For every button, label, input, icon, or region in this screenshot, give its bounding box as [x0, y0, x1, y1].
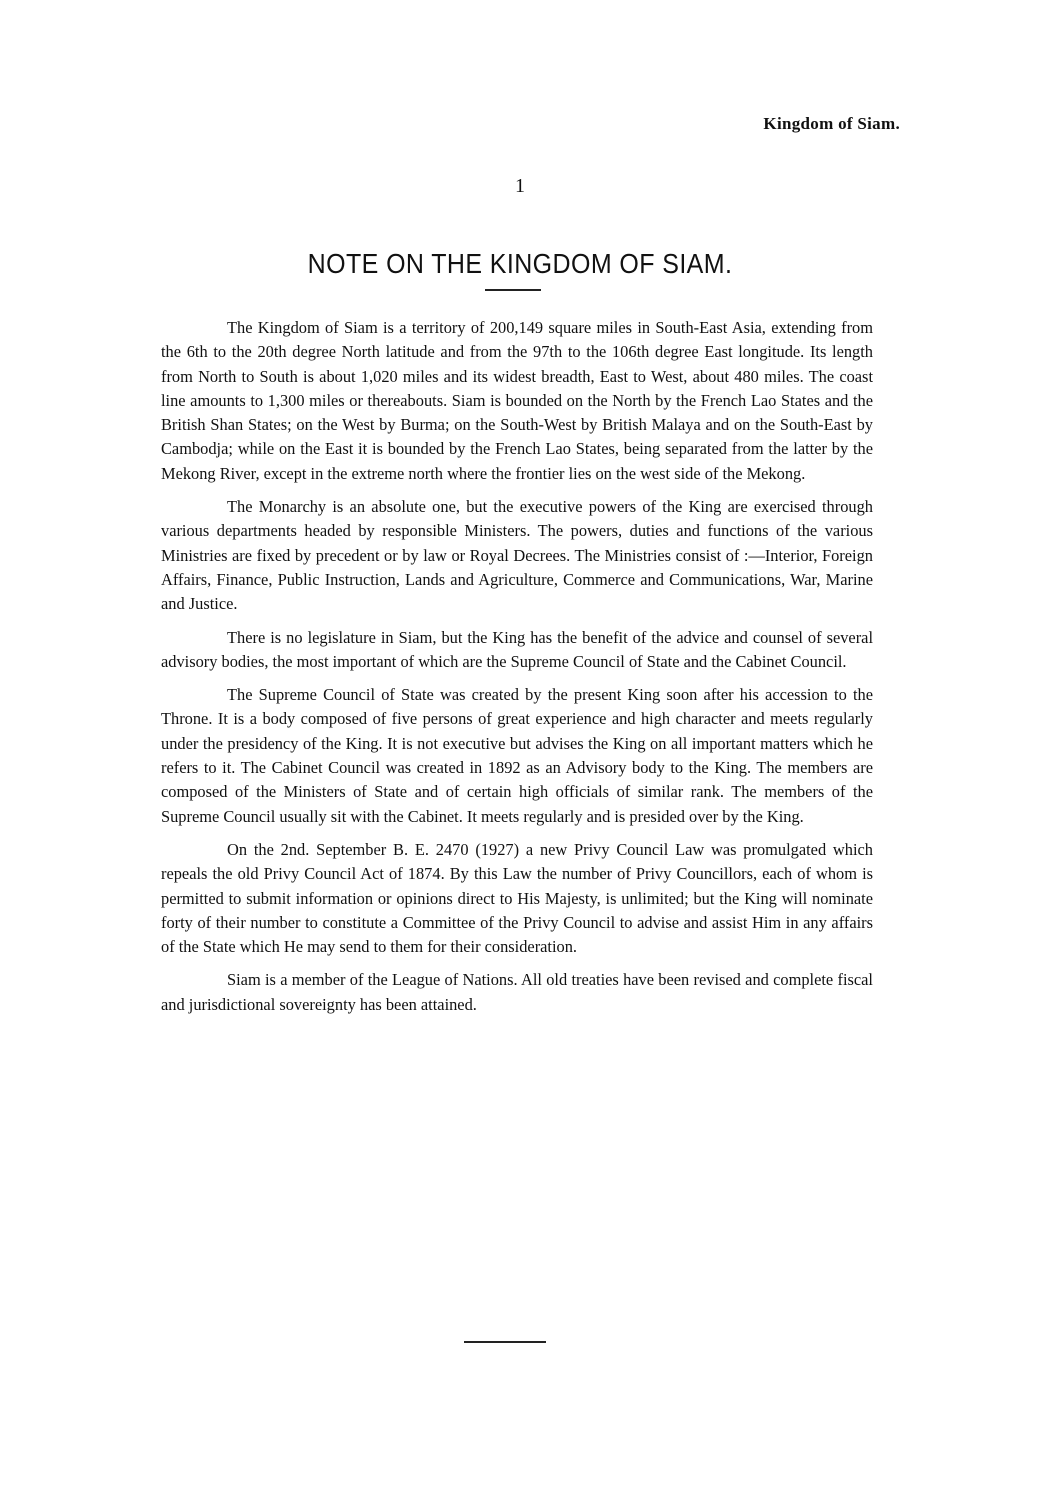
- paragraph-legislature: There is no legislature in Siam, but the King has the benefit of the advice and counsel of several advisory bodies, the most important of which are the Supreme Council of State and the Cabinet Council.: [161, 627, 873, 671]
- page-title: NOTE ON THE KINGDOM OF SIAM.: [307, 248, 733, 280]
- paragraph-geography: The Kingdom of Siam is a territory of 200,149 square miles in South-East Asia, extending from the 6th to the 20th degree North latitude and from the 97th to the 106th degree East longitude. Its length from North to South is about 1,020 miles and its widest breadth, East to West, about 480 miles. The coast line amounts to 1,300 miles or thereabouts. Siam is bounded on the North by the French Lao States and the British Shan States; on the West by Burma; on the South-West by British Malaya and on the South-East by Cambodja; while on the East it is bounded by the French Lao States, being separated from the latter by the Mekong River, except in the extreme north where the frontier lies on the west side of the Mekong.: [161, 318, 873, 483]
- paragraph-supreme-council: The Supreme Council of State was created by the present King soon after his accession to the Throne. It is a body composed of five persons of great experience and high character and meets regularly under the presidency of the King. It is not executive but advises the King on all important matters which he refers to it. The Cabinet Council was created in 1892 as an Advisory body to the King. The members are composed of the Ministers of State and of certain high officials of similar rank. The members of the Supreme Council usually sit with the Cabinet. It meets regularly and is presided over by the King.: [161, 685, 873, 826]
- paragraph-monarchy: The Monarchy is an absolute one, but the executive powers of the King are exercised through various departments headed by responsible Ministers. The powers, duties and functions of the various Ministries are fixed by precedent or by law or Royal Decrees. The Ministries consist of :—Interior, Foreign Affairs, Finance, Public Instruction, Lands and Agriculture, Commerce and Communications, War, Marine and Justice.: [161, 497, 873, 614]
- page-number: 1: [515, 175, 525, 197]
- paragraph-privy-council: On the 2nd. September B. E. 2470 (1927) a new Privy Council Law was promulgated which repeals the old Privy Council Act of 1874. By this Law the number of Privy Councillors, each of whom is permitted to submit information or opinions direct to His Majesty, is unlimited; but the King will nominate forty of their number to constitute a Committee of the Privy Council to advise and assist Him in any affairs of the State which He may send to them for their consideration.: [161, 839, 873, 957]
- end-rule: [464, 1341, 546, 1343]
- title-rule: [485, 289, 541, 291]
- running-head: Kingdom of Siam.: [763, 114, 900, 133]
- paragraph-league-of-nations: Siam is a member of the League of Nations. All old treaties have been revised and complete fiscal and jurisdictional sovereignty has been attained.: [161, 970, 873, 1014]
- body-text: [161, 316, 873, 1026]
